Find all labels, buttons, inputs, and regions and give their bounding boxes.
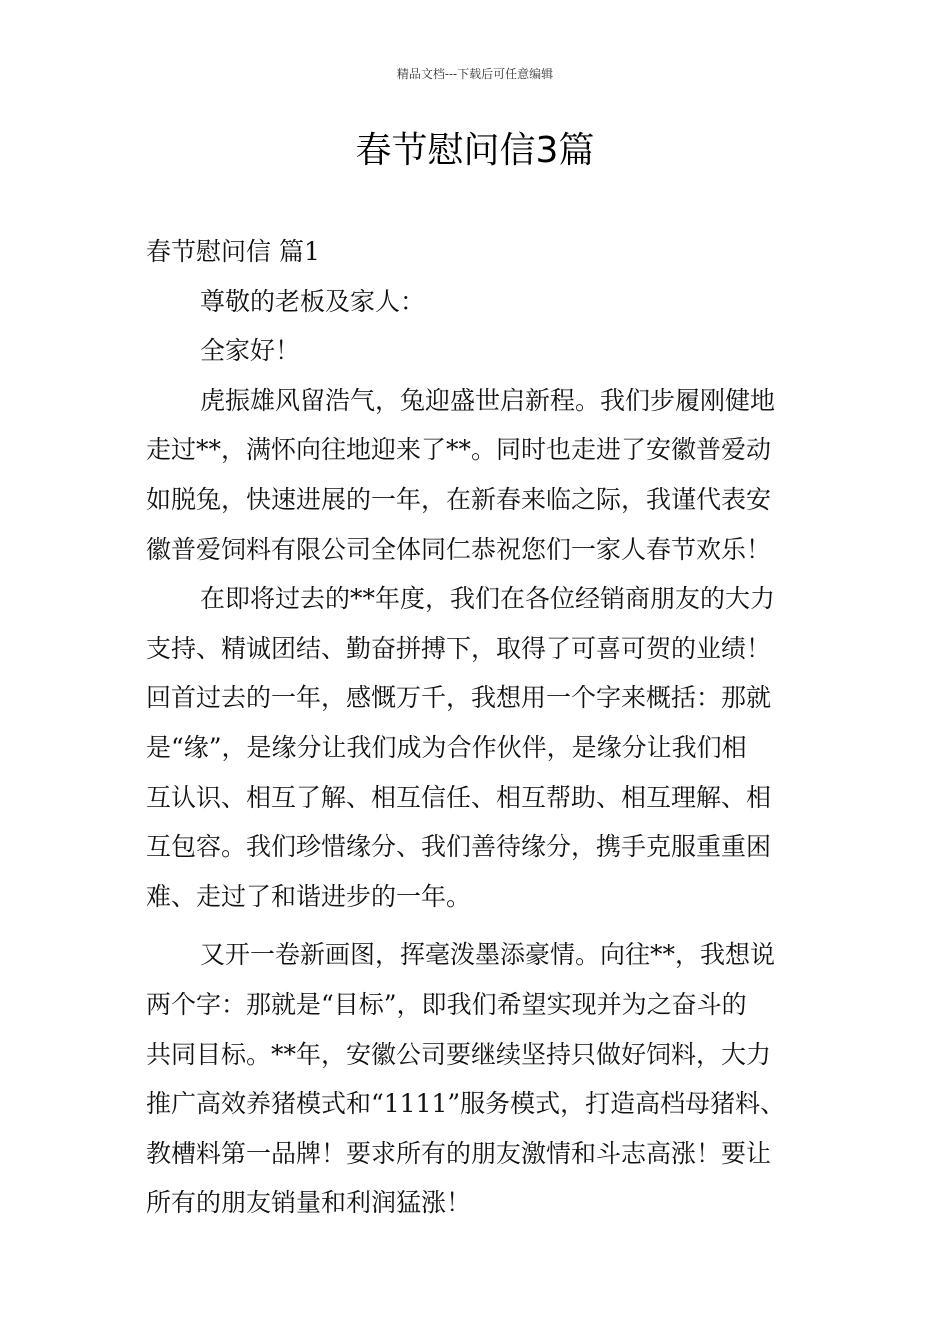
document-title: 春节慰问信3篇	[355, 130, 595, 171]
paragraph-line: 虎振雄风留浩气，兔迎盛世启新程。我们步履刚健地	[200, 385, 776, 415]
paragraph-line: 如脱兔，快速进展的一年，在新春来临之际，我谨代表安	[146, 484, 772, 514]
paragraph-line: 互认识、相互了解、相互信任、相互帮助、相互理解、相	[146, 782, 772, 812]
paragraph-line: 又开一卷新画图，挥毫泼墨添豪情。向往**，我想说	[200, 940, 776, 970]
paragraph-line: 教槽料第一品牌！要求所有的朋友激情和斗志高涨！要让	[146, 1138, 772, 1168]
paragraph-line: 所有的朋友销量和利润猛涨！	[146, 1188, 472, 1218]
paragraph-line: 共同目标。**年，安徽公司要继续坚持只做好饲料，大力	[146, 1039, 772, 1069]
paragraph-line: 两个字：那就是“目标”，即我们希望实现并为之奋斗的	[146, 989, 747, 1019]
salutation-line: 尊敬的老板及家人：	[200, 286, 426, 316]
paragraph-line: 难、走过了和谐进步的一年。	[146, 881, 472, 911]
paragraph-line: 徽普爱饲料有限公司全体同仁恭祝您们一家人春节欢乐！	[146, 534, 772, 564]
paragraph-line: 回首过去的一年，感慨万千，我想用一个字来概括：那就	[146, 683, 772, 713]
paragraph-line: 支持、精诚团结、勤奋拼搏下，取得了可喜可贺的业绩！	[146, 633, 772, 663]
paragraph-line: 走过**，满怀向往地迎来了**。同时也走进了安徽普爱动	[146, 435, 772, 465]
paragraph-line: 在即将过去的**年度，我们在各位经销商朋友的大力	[200, 584, 776, 614]
letter-body	[146, 227, 810, 1228]
header-note: 精品文档---下载后可任意编辑	[396, 67, 554, 81]
paragraph-line: 是“缘”，是缘分让我们成为合作伙伴，是缘分让我们相	[146, 732, 747, 762]
paragraph-line: 互包容。我们珍惜缘分、我们善待缘分，携手克服重重困	[146, 832, 772, 862]
section-heading: 春节慰问信 篇1	[146, 237, 320, 266]
greeting-line: 全家好！	[200, 336, 301, 366]
paragraph-line: 推广高效养猪模式和“1111”服务模式，打造高档母猪料、	[146, 1089, 786, 1119]
